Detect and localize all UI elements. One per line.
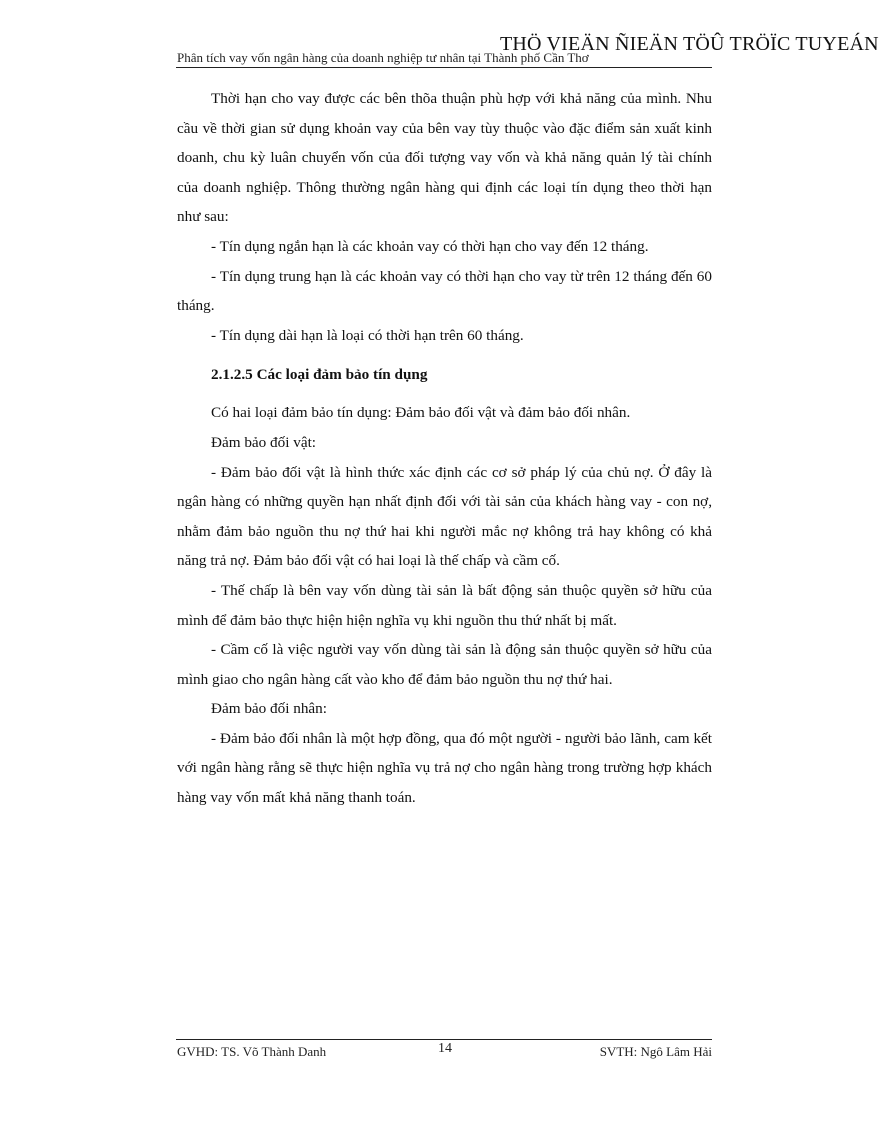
paragraph-loan-term: Thời hạn cho vay được các bên thõa thuận phù hợp với khả năng của mình. Nhu cầu về thời gian sử dụng khoản vay của bên vay tùy thuộc vào đặc điểm sản xuất kinh doanh, chu kỳ luân chuyển vốn của đối tượng vay vốn và khả năng quản lý tài chính của doanh nghiệp. Thông thường ngân hàng qui định các loại tín dụng theo thời hạn như sau: [177, 90, 712, 226]
paragraph-two-types: Có hai loại đảm bảo tín dụng: Đảm bảo đối vật và đảm bảo đối nhân. [211, 404, 631, 422]
running-header: Phân tích vay vốn ngân hàng của doanh nghiệp tư nhân tại Thành phố Cần Thơ [177, 50, 589, 65]
paragraph-long-term: - Tín dụng dài hạn là loại có thời hạn trên 60 tháng. [211, 326, 524, 344]
paragraph-medium-term: - Tín dụng trung hạn là các khoản vay có thời hạn cho vay từ trên 12 tháng đến 60 tháng. [177, 267, 712, 315]
page-number: 14 [438, 1041, 452, 1056]
paragraph-short-term: - Tín dụng ngắn hạn là các khoản vay có thời hạn cho vay đến 12 tháng. [211, 237, 649, 255]
page-body [177, 84, 712, 813]
paragraph-guarantee-definition: - Đảm bảo đối nhân là một hợp đồng, qua đó một người - người bảo lãnh, cam kết với ngân hàng rằng sẽ thực hiện nghĩa vụ trả nợ cho ngân hàng trong trường hợp khách hàng vay vốn mất khả năng thanh toán. [177, 729, 712, 807]
paragraph-collateral-definition: - Đảm bảo đối vật là hình thức xác định các cơ sở pháp lý của chủ nợ. Ở đây là ngân hàng có những quyền hạn nhất định đối với tài sản của khách hàng vay - con nợ, nhằm đảm bảo nguồn thu nợ thứ hai khi người mắc nợ không trả hay không có khả năng trả nợ. Đảm bảo đối vật có hai loại là thế chấp và cầm cố. [177, 463, 712, 570]
paragraph-mortgage: - Thế chấp là bên vay vốn dùng tài sản là bất động sản thuộc quyền sở hữu của mình để đảm bảo thực hiện hiện nghĩa vụ khi nguồn thu thứ nhất bị mất. [177, 581, 712, 629]
footer-student: SVTH: Ngô Lâm Hải [599, 1044, 712, 1059]
header-divider [176, 67, 712, 68]
footer-divider [176, 1039, 712, 1040]
paragraph-pledge: - Cầm cố là việc người vay vốn dùng tài sản là động sản thuộc quyền sở hữu của mình giao cho ngân hàng cất vào kho để đảm bảo nguồn thu nợ thứ hai. [177, 641, 712, 688]
paragraph-guarantee-label: Đảm bảo đối nhân: [211, 700, 327, 718]
watermark-text: THÖ VIEÄN ÑIEÄN TÖÛ TRÖÏC TUYEÁN [500, 33, 879, 55]
paragraph-collateral-label: Đảm bảo đối vật: [211, 433, 317, 451]
footer-advisor: GVHD: TS. Võ Thành Danh [177, 1044, 327, 1059]
section-heading: 2.1.2.5 Các loại đảm bảo tín dụng [211, 366, 428, 384]
